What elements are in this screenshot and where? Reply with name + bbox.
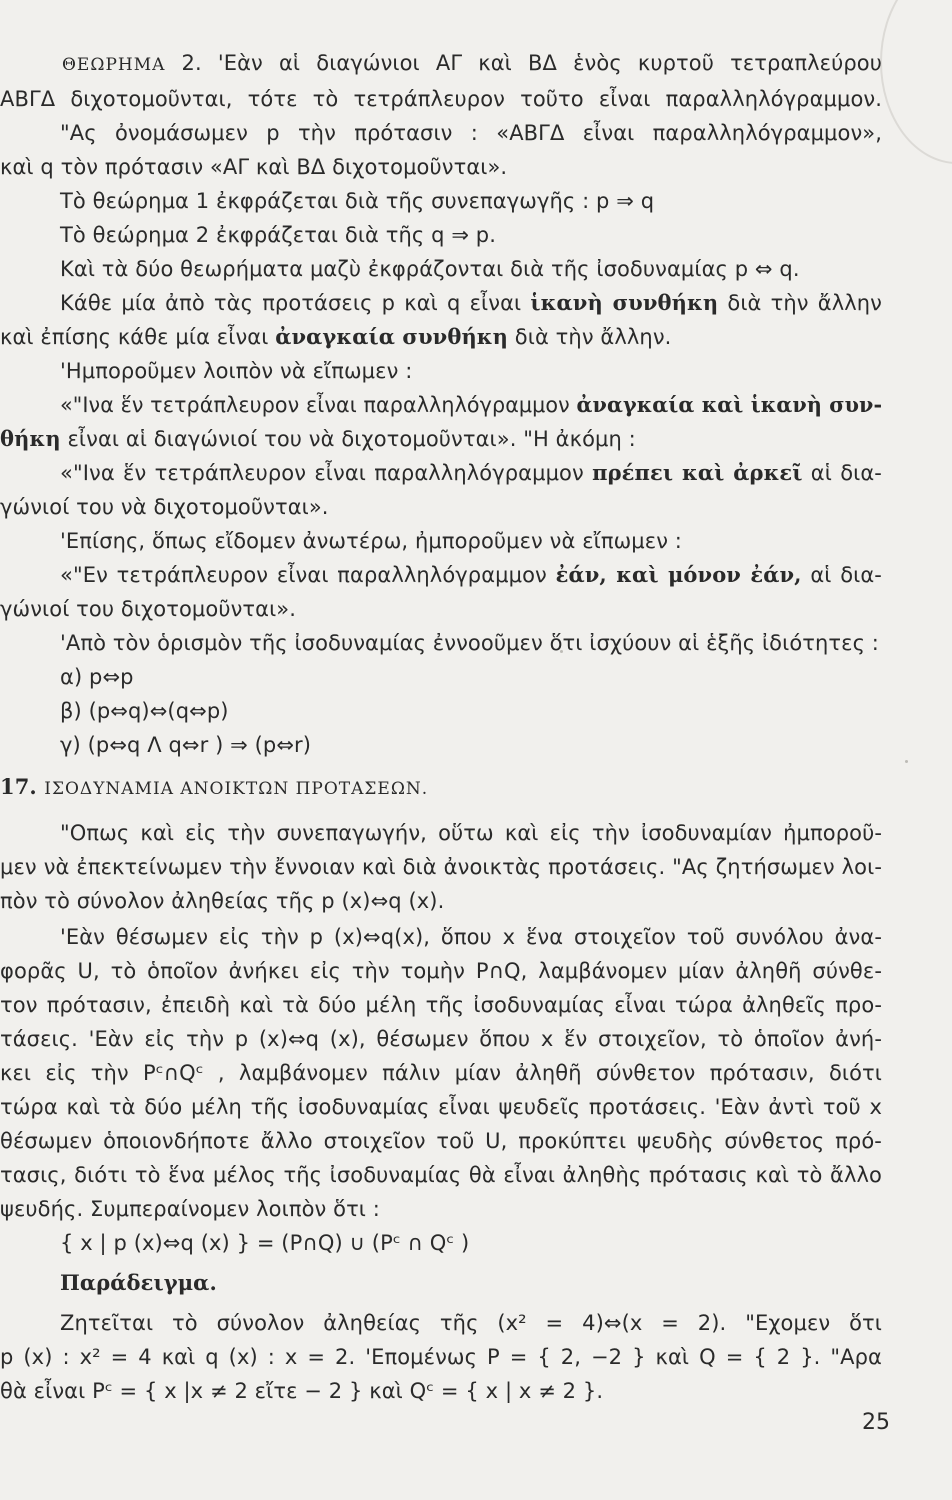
text-line: φορᾶς U, τὸ ὁποῖον ἀνήκει εἰς τὴν τομὴν P∩Q, λαμβάνομεν μίαν ἀληθῆ σύνθε- bbox=[0, 959, 882, 983]
theorem-label: ΘΕΩΡΗΜΑ bbox=[62, 55, 166, 75]
text-line: 'Ημποροῦμεν λοιπὸν νὰ εἴπωμεν : bbox=[60, 359, 413, 383]
section-heading bbox=[0, 772, 428, 804]
text-line: 'Απὸ τὸν ὁρισμὸν τῆς ἰσοδυναμίας ἐννοοῦμεν ὅτι ἰσχύουν αἱ ἑξῆς ἰδιότητες : bbox=[60, 631, 879, 655]
text-line: Κάθε μία ἀπὸ τὰς προτάσεις p καὶ q εἶναι ἱκανὴ συνθήκη διὰ τὴν ἄλλην bbox=[60, 290, 883, 315]
text-line: "Οπως καὶ εἰς τὴν συνεπαγωγήν, οὕτω καὶ εἰς τὴν ἰσοδυναμίαν ἠμποροῦ- bbox=[60, 821, 882, 845]
text-line: γώνιοί του νὰ διχοτομοῦνται». bbox=[0, 495, 329, 519]
print-speck bbox=[905, 760, 908, 763]
text-line: Ζητεῖται τὸ σύνολον ἀληθείας τῆς (x² = 4)⇔(x = 2). "Εχομεν ὅτι bbox=[60, 1311, 882, 1335]
property-gamma: γ) (p⇔q Λ q⇔r ) ⇒ (p⇔r) bbox=[60, 733, 312, 757]
text-line: τάσεις. 'Εὰν εἰς τὴν p (x)⇔q (x), θέσωμεν ὅπου x ἕν στοιχεῖον, τὸ ὁποῖον ἀνή- bbox=[0, 1027, 882, 1051]
text-line: θέσωμεν ὁποιονδήποτε ἄλλο στοιχεῖον τοῦ U, προκύπτει ψευδὴς σύνθετος πρό- bbox=[0, 1129, 882, 1153]
property-beta: β) (p⇔q)⇔(q⇔p) bbox=[60, 699, 229, 723]
text-line: ψευδής. Συμπεραίνομεν λοιπὸν ὅτι : bbox=[0, 1197, 380, 1221]
text-line: Καὶ τὰ δύο θεωρήματα μαζὺ ἐκφράζονται διὰ τῆς ἰσοδυναμίας p ⇔ q. bbox=[60, 257, 800, 281]
text-line: Τὸ θεώρημα 1 ἐκφράζεται διὰ τῆς συνεπαγωγῆς : p ⇒ q bbox=[60, 189, 655, 213]
section-number: 17. bbox=[0, 774, 45, 799]
formula-line: { x | p (x)⇔q (x) } = (P∩Q) ∪ (Pᶜ ∩ Qᶜ ) bbox=[60, 1231, 470, 1255]
text-line: «"Ινα ἕν τετράπλευρον εἶναι παραλληλόγραμμον πρέπει καὶ ἀρκεῖ αἱ δια- bbox=[60, 460, 882, 485]
page-number: 25 bbox=[862, 1410, 890, 1435]
text-line: μεν νὰ ἐπεκτείνωμεν τὴν ἔννοιαν καὶ διὰ ἀνοικτὰς προτάσεις. "Ας ζητήσωμεν λοι- bbox=[0, 855, 882, 879]
text-line: τον πρότασιν, ἐπειδὴ καὶ τὰ δύο μέλη τῆς ἰσοδυναμίας εἶναι τώρα ἀληθεῖς προ- bbox=[0, 993, 882, 1017]
text-line: τασις, διότι τὸ ἕνα μέλος τῆς ἰσοδυναμίας θὰ εἶναι ἀληθὴς πρότασις καὶ τὸ ἄλλο bbox=[0, 1163, 882, 1187]
text-line: «"Ινα ἕν τετράπλευρον εἶναι παραλληλόγραμμον ἀναγκαία καὶ ἱκανὴ συν- bbox=[60, 392, 883, 417]
section-title: ΙΣΟΔΥΝΑΜΙΑ ΑΝΟΙΚΤΩΝ ΠΡΟΤΑΣΕΩΝ. bbox=[44, 779, 429, 799]
text-line: 'Επίσης, ὅπως εἴδομεν ἀνωτέρω, ἠμποροῦμεν νὰ εἴπωμεν : bbox=[60, 529, 682, 553]
text-line: p (x) : x² = 4 καὶ q (x) : x = 2. 'Επομένως P = { 2, −2 } καὶ Q = { 2 }. "Αρα bbox=[0, 1345, 882, 1369]
text-line: πὸν τὸ σύνολον ἀληθείας τῆς p (x)⇔q (x). bbox=[0, 889, 445, 913]
text-line: κει εἰς τὴν Pᶜ∩Qᶜ , λαμβάνομεν πάλιν μίαν ἀληθῆ σύνθετον πρότασιν, διότι bbox=[0, 1061, 882, 1085]
text-line: καὶ ἐπίσης κάθε μία εἶναι ἀναγκαία συνθήκη διὰ τὴν ἄλλην. bbox=[0, 324, 672, 349]
text-line: καὶ q τὸν πρότασιν «ΑΓ καὶ ΒΔ διχοτομοῦνται». bbox=[0, 155, 508, 179]
example-heading: Παράδειγμα. bbox=[60, 1270, 217, 1295]
property-alpha: α) p⇔p bbox=[60, 665, 134, 689]
text-line: τώρα καὶ τὰ δύο μέλη τῆς ἰσοδυναμίας εἶναι ψευδεῖς προτάσεις. 'Εὰν ἀντὶ τοῦ x bbox=[0, 1095, 882, 1119]
text-line: "Ας ὀνομάσωμεν p τὴν πρότασιν : «ΑΒΓΔ εἶναι παραλληλόγραμμον», bbox=[60, 121, 882, 145]
text-line: ΑΒΓΔ διχοτομοῦνται, τότε τὸ τετράπλευρον τοῦτο εἶναι παραλληλόγραμμον. bbox=[0, 87, 882, 111]
theorem-line: ΘΕΩΡΗΜΑ 2. 'Εὰν αἱ διαγώνιοι ΑΓ καὶ ΒΔ ἑνὸς κυρτοῦ τετραπλεύρου bbox=[62, 51, 882, 75]
library-stamp bbox=[880, 0, 952, 164]
text-line: θὰ εἶναι Pᶜ = { x |x ≠ 2 εἴτε − 2 } καὶ Qᶜ = { x | x ≠ 2 }. bbox=[0, 1379, 604, 1403]
text-line: θήκη εἶναι αἱ διαγώνιοί του νὰ διχοτομοῦνται». "Η ἀκόμη : bbox=[0, 426, 636, 451]
text-line: γώνιοί του διχοτομοῦνται». bbox=[0, 597, 297, 621]
text-line: 'Εὰν θέσωμεν εἰς τὴν p (x)⇔q(x), ὅπου x ἕνα στοιχεῖον τοῦ συνόλου ἀνα- bbox=[60, 925, 882, 949]
text-line: Τὸ θεώρημα 2 ἐκφράζεται διὰ τῆς q ⇒ p. bbox=[60, 223, 496, 247]
text-line: «"Εν τετράπλευρον εἶναι παραλληλόγραμμον ἐάν, καὶ μόνον ἐάν, αἱ δια- bbox=[60, 562, 882, 587]
